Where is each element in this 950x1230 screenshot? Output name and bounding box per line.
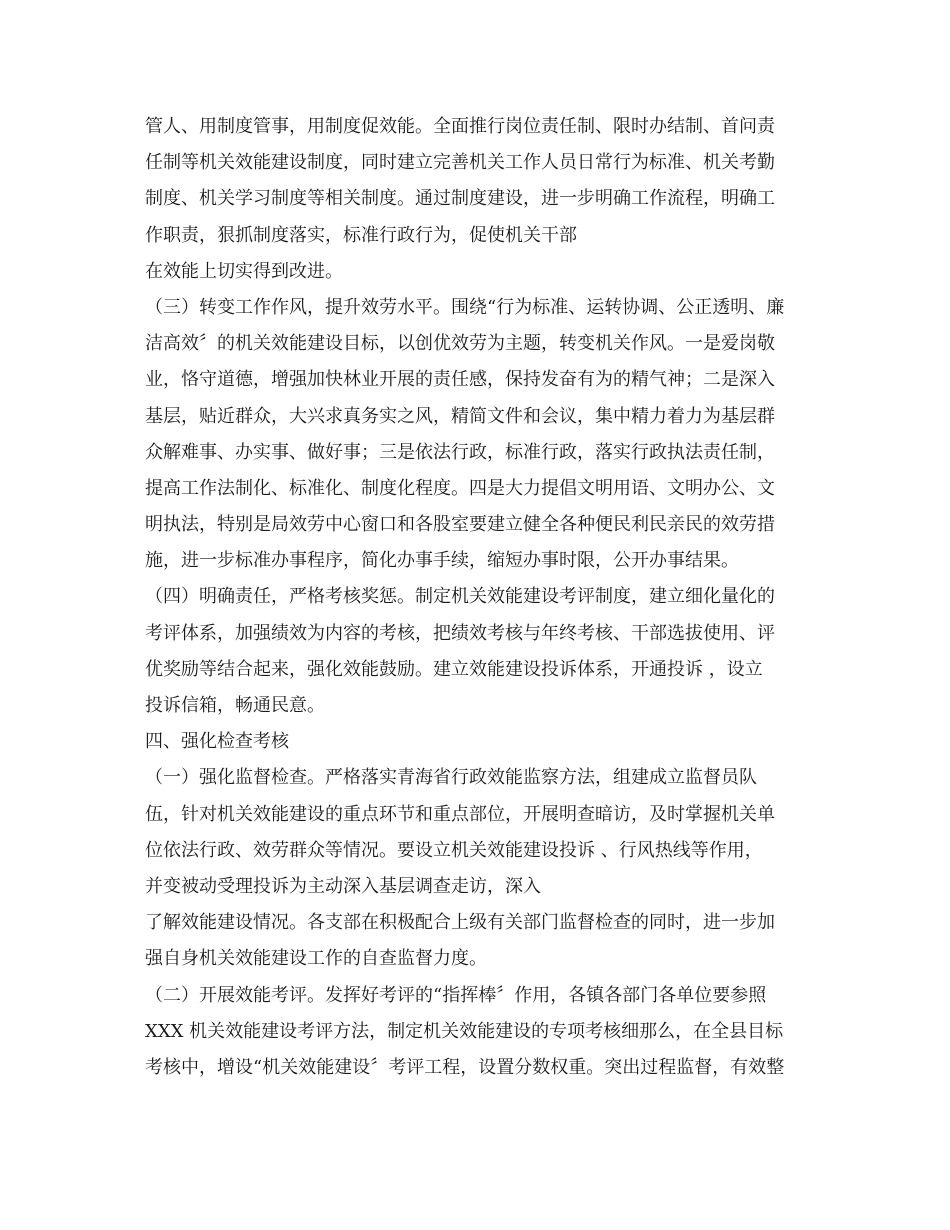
text-line: 在效能上切实得到改进。 [145,260,343,282]
section-heading-1: （一）强化监督检查。严格落实青海省行政效能监察方法，组建成立监督员队 [145,767,757,789]
body-text [145,109,815,1086]
text-line: 考评体系，加强绩效为内容的考核，把绩效考核与年终考核、干部选拔使用、评 [145,622,775,644]
text-line: 众解难事、办实事、做好事；三是依法行政，标准行政，落实行政执法责任制， [145,441,775,463]
text-line: 基层，贴近群众，大兴求真务实之风，精简文件和会议，集中精力着力为基层群 [145,405,775,427]
section-heading-4: （四）明确责任，严格考核奖惩。制定机关效能建设考评制度，建立细化量化的 [145,586,775,608]
text-line: 并变被动受理投诉为主动深入基层调查走访，深入 [145,875,541,897]
text-line: 业，恪守道德，增强加快林业开展的责任感，保持发奋有为的精气神；二是深入 [145,369,775,391]
text-line: 明执法，特别是局效劳中心窗口和各股室要建立健全各种便民利民亲民的效劳措 [145,514,775,536]
text-line: 投诉信箱，畅通民意。 [145,695,325,716]
section-heading-2: （二）开展效能考评。发挥好考评的“指挥棒〞作用，各镇各部门各单位要参照 [145,984,767,1006]
text-line: 了解效能建设情况。各支部在积极配合上级有关部门监督检查的同时，进一步加 [145,912,775,934]
text-line: 任制等机关效能建设制度，同时建立完善机关工作人员日常行为标准、机关考勤 [145,152,775,174]
text-line: 作职责，狠抓制度落实，标准行政行为，促使机关干部 [145,224,577,246]
text-line: 强自身机关效能建设工作的自查监督力度。 [145,948,487,970]
section-heading-3: （三）转变工作作风，提升效劳水平。围绕“行为标准、运转协调、公正透明、廉 [145,296,785,318]
text-line: 考核中，增设“机关效能建设〞考评工程，设置分数权重。突出过程监督，有效整 [145,1056,785,1078]
text-line: 制度、机关学习制度等相关制度。通过制度建设，进一步明确工作流程，明确工 [145,188,775,210]
text-line: 伍，针对机关效能建设的重点环节和重点部位，开展明查暗访，及时掌握机关单 [145,803,775,825]
text-line: 洁高效〞的机关效能建设目标，以创优效劳为主题，转变机关作风。一是爱岗敬 [145,333,775,355]
text-line: 提高工作法制化、标准化、制度化程度。四是大力提倡文明用语、文明办公、文 [145,477,775,499]
text-line: XXX 机关效能建设考评方法，制定机关效能建设的专项考核细那么，在全县目标 [145,1020,784,1042]
text-line: 位依法行政、效劳群众等情况。要设立机关效能建设投诉 、行风热线等作用， [145,839,763,861]
text-line: 优奖励等结合起来，强化效能鼓励。建立效能建设投诉体系，开通投诉 ，设立 [145,658,763,680]
chapter-heading: 四、强化检查考核 [145,731,289,753]
text-line: 施，进一步标准办事程序，简化办事手续，缩短办事时限，公开办事结果。 [145,550,739,572]
text-line: 管人、用制度管事，用制度促效能。全面推行岗位责任制、限时办结制、首问责 [145,116,775,137]
